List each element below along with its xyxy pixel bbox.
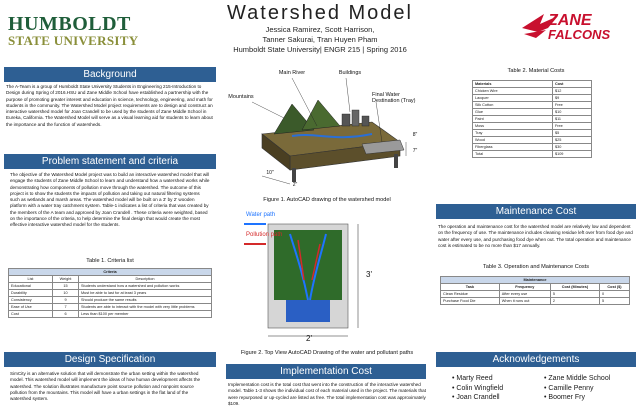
title-block — [190, 2, 450, 55]
table-row: Moss Free — [473, 123, 592, 130]
maintenance-heading: Maintenance Cost — [436, 204, 636, 219]
table-row: Ease of Use 7 Students are able to interact with the model with very little problems — [9, 304, 212, 311]
table-row: Total $109 — [473, 151, 592, 158]
dim-3ft: 3' — [366, 270, 372, 279]
maintenance-table: Maintenance Task Frequency Cost (Minutes) Cost ($) Clean Residue After every use 5 0 Purchase Food Die When it runs out 2 5 — [440, 276, 630, 305]
implementation-heading: Implementation Cost — [226, 364, 426, 379]
table-row: Purchase Food Die When it runs out 2 5 — [441, 298, 630, 305]
problem-heading: Problem statement and criteria — [4, 154, 216, 169]
table-row: Clean Residue After every use 5 0 — [441, 291, 630, 298]
list-item: • Boomer Fry — [544, 393, 636, 403]
table-row: Wood $25 — [473, 137, 592, 144]
authors-line-1: Jessica Ramirez, Scott Harrison, — [265, 25, 375, 34]
table-row: Durability 10 Must be able to last for at least 3 years — [9, 290, 212, 297]
design-spec-heading: Design Specification — [4, 352, 216, 367]
list-item: • Colin Wingfield — [452, 384, 542, 394]
acknowledgements-right — [544, 374, 636, 403]
figure1-caption: Figure 1. AutoCAD drawing of the watershed model — [263, 197, 391, 203]
label-main-river: Main River — [278, 70, 306, 76]
table-row: Educational 15 Students understand how a watershed and pollution works — [9, 283, 212, 290]
table-row: Cost 6 Less than $100 per member — [9, 311, 212, 318]
list-item: • Joan Crandell — [452, 393, 542, 403]
list-item: • Camille Penny — [544, 384, 636, 394]
list-item: • Zane Middle School — [544, 374, 636, 384]
criteria-table: Criteria List Weight Description Educational 15 Students understand how a watershed and pollution works Durability 10 Must be able to last for at least 3 years Consistency 9 Should produce the same results Ease of Use 7 Students are able to interact with the model with very little problems Cost 6 Less than $100 per member — [8, 268, 212, 318]
table-row: Consistency 9 Should produce the same results — [9, 297, 212, 304]
table-row: Tray $5 — [473, 130, 592, 137]
figure1-drawing — [222, 64, 432, 192]
table-row: Silk Cotton Free — [473, 102, 592, 109]
dim-2ft: 2' — [306, 334, 312, 343]
materials-table-caption: Table 2. Material Costs — [507, 68, 565, 74]
table-row: Chicken Wire $12 — [473, 88, 592, 95]
materials-table: Materials Cost Chicken Wire $12 Lacquer $9 Silk Cotton Free Glue $10 Paint $11 Moss Free Tray $5 Wood $25 Fiberglass $30 Total $109 — [472, 80, 592, 158]
label-buildings: Buildings — [338, 70, 362, 76]
figure2-caption: Figure 2. Top View AutoCAD Drawing of the water and pollutant paths — [240, 350, 414, 356]
poster-title: Watershed Model — [227, 2, 413, 24]
table-row: Glue $10 — [473, 109, 592, 116]
background-heading: Background — [4, 67, 216, 82]
dim-8: 8" — [412, 132, 418, 138]
zane-falcons-logo: ZANE FALCONS — [518, 6, 628, 56]
table-row: Paint $11 — [473, 116, 592, 123]
humboldt-state-logo: HUMBOLDT STATE UNIVERSITY — [8, 13, 139, 48]
authors-line-2: Tanner Sakurai, Tran Huyen Pham — [262, 35, 378, 44]
criteria-table-caption: Table 1. Criteria list — [86, 258, 134, 264]
maintenance-text: The operation and maintenance cost for the watershed model are relatively low and dependent on the frequency of use. The maintenance includes cleaning residue left over from food dye and water after every use, and purchasing food dye when out. The total operation and maintenance cost is estimated to be no more than $17 annually. — [438, 224, 633, 248]
acknowledgements-left — [452, 374, 542, 403]
figure2-drawing — [240, 210, 410, 344]
legend-pollution-path: Pollution path — [246, 232, 283, 238]
legend-water-path: Water path — [246, 212, 276, 218]
table-row: Lacquer $9 — [473, 95, 592, 102]
maintenance-table-caption: Table 3. Operation and Maintenance Costs — [482, 264, 590, 270]
background-text: The A-Team is a group of Humboldt State University Students in Engineering 215-Introduction to Design during Spring of 2016.HSU and Zane Middle School have established a partnership with the purpose of promoting greater interest and education in science, technology, engineering, and math for students in the community. The Watershed Model project requirements are to design and construct an interactive watershed model for Joan Crandell to be used by the students of Zane Middle School in Eureka, California. The Watershed Model will serve as a visual learning aid for students to learn about the importance and the function of watersheds. — [6, 84, 213, 127]
label-final-destination: Final Water Destination (Tray) — [372, 92, 416, 104]
dim-7: 7" — [412, 148, 418, 154]
design-spec-text: SimCity is an alternative solution that will demonstrate the urban setting within the watershed model. This watershed model will implement the ideas of how human development affects the watershed. The solution illustrates manufacture point source pollution and nonpoint source pollution from the mountains. This model will have a urban settings in the flat land of the watershed system. — [10, 371, 201, 402]
acknowledgements-heading: Acknowledgements — [436, 352, 636, 367]
implementation-text: Implementation cost is the total cost that went into the construction of the interactive watershed model. Table 1-3 shows the individual cost of each material used in the project. The materials that were repurposed or up-cycled are listed as free. The total implementation cost was approximately $109. — [228, 382, 426, 406]
affiliation: Humboldt State University| ENGR 215 | Spring 2016 — [233, 45, 407, 54]
dim-10: 10" — [266, 170, 274, 176]
label-mountains: Mountains — [228, 94, 254, 100]
list-item: • Marty Reed — [452, 374, 542, 384]
table-row: Fiberglass $30 — [473, 144, 592, 151]
problem-text: The objective of the Watershed Model project was to build an interactive watershed model that will engage the students of Zane Middle School to learn and understand how a watershed works while demonstrating how components of pollution move through the watershed. The outcome of this project is to show the students the impacts of pollution and taking out natural filtering systems such as wetlands and marsh areas. The watershed model will be built on a 3' by 2' wooden platform with a water tray catchment system. Table-1 indicates a list of criteria that was created by the members of the A team and approved by Joan Crandell . These criteria were weighted, based on the importance of the criteria, to help determine the final design that would create the most effective interactive watershed model for the students. — [10, 172, 210, 228]
dim-2: 2" — [292, 182, 298, 188]
poster-header — [0, 0, 640, 64]
